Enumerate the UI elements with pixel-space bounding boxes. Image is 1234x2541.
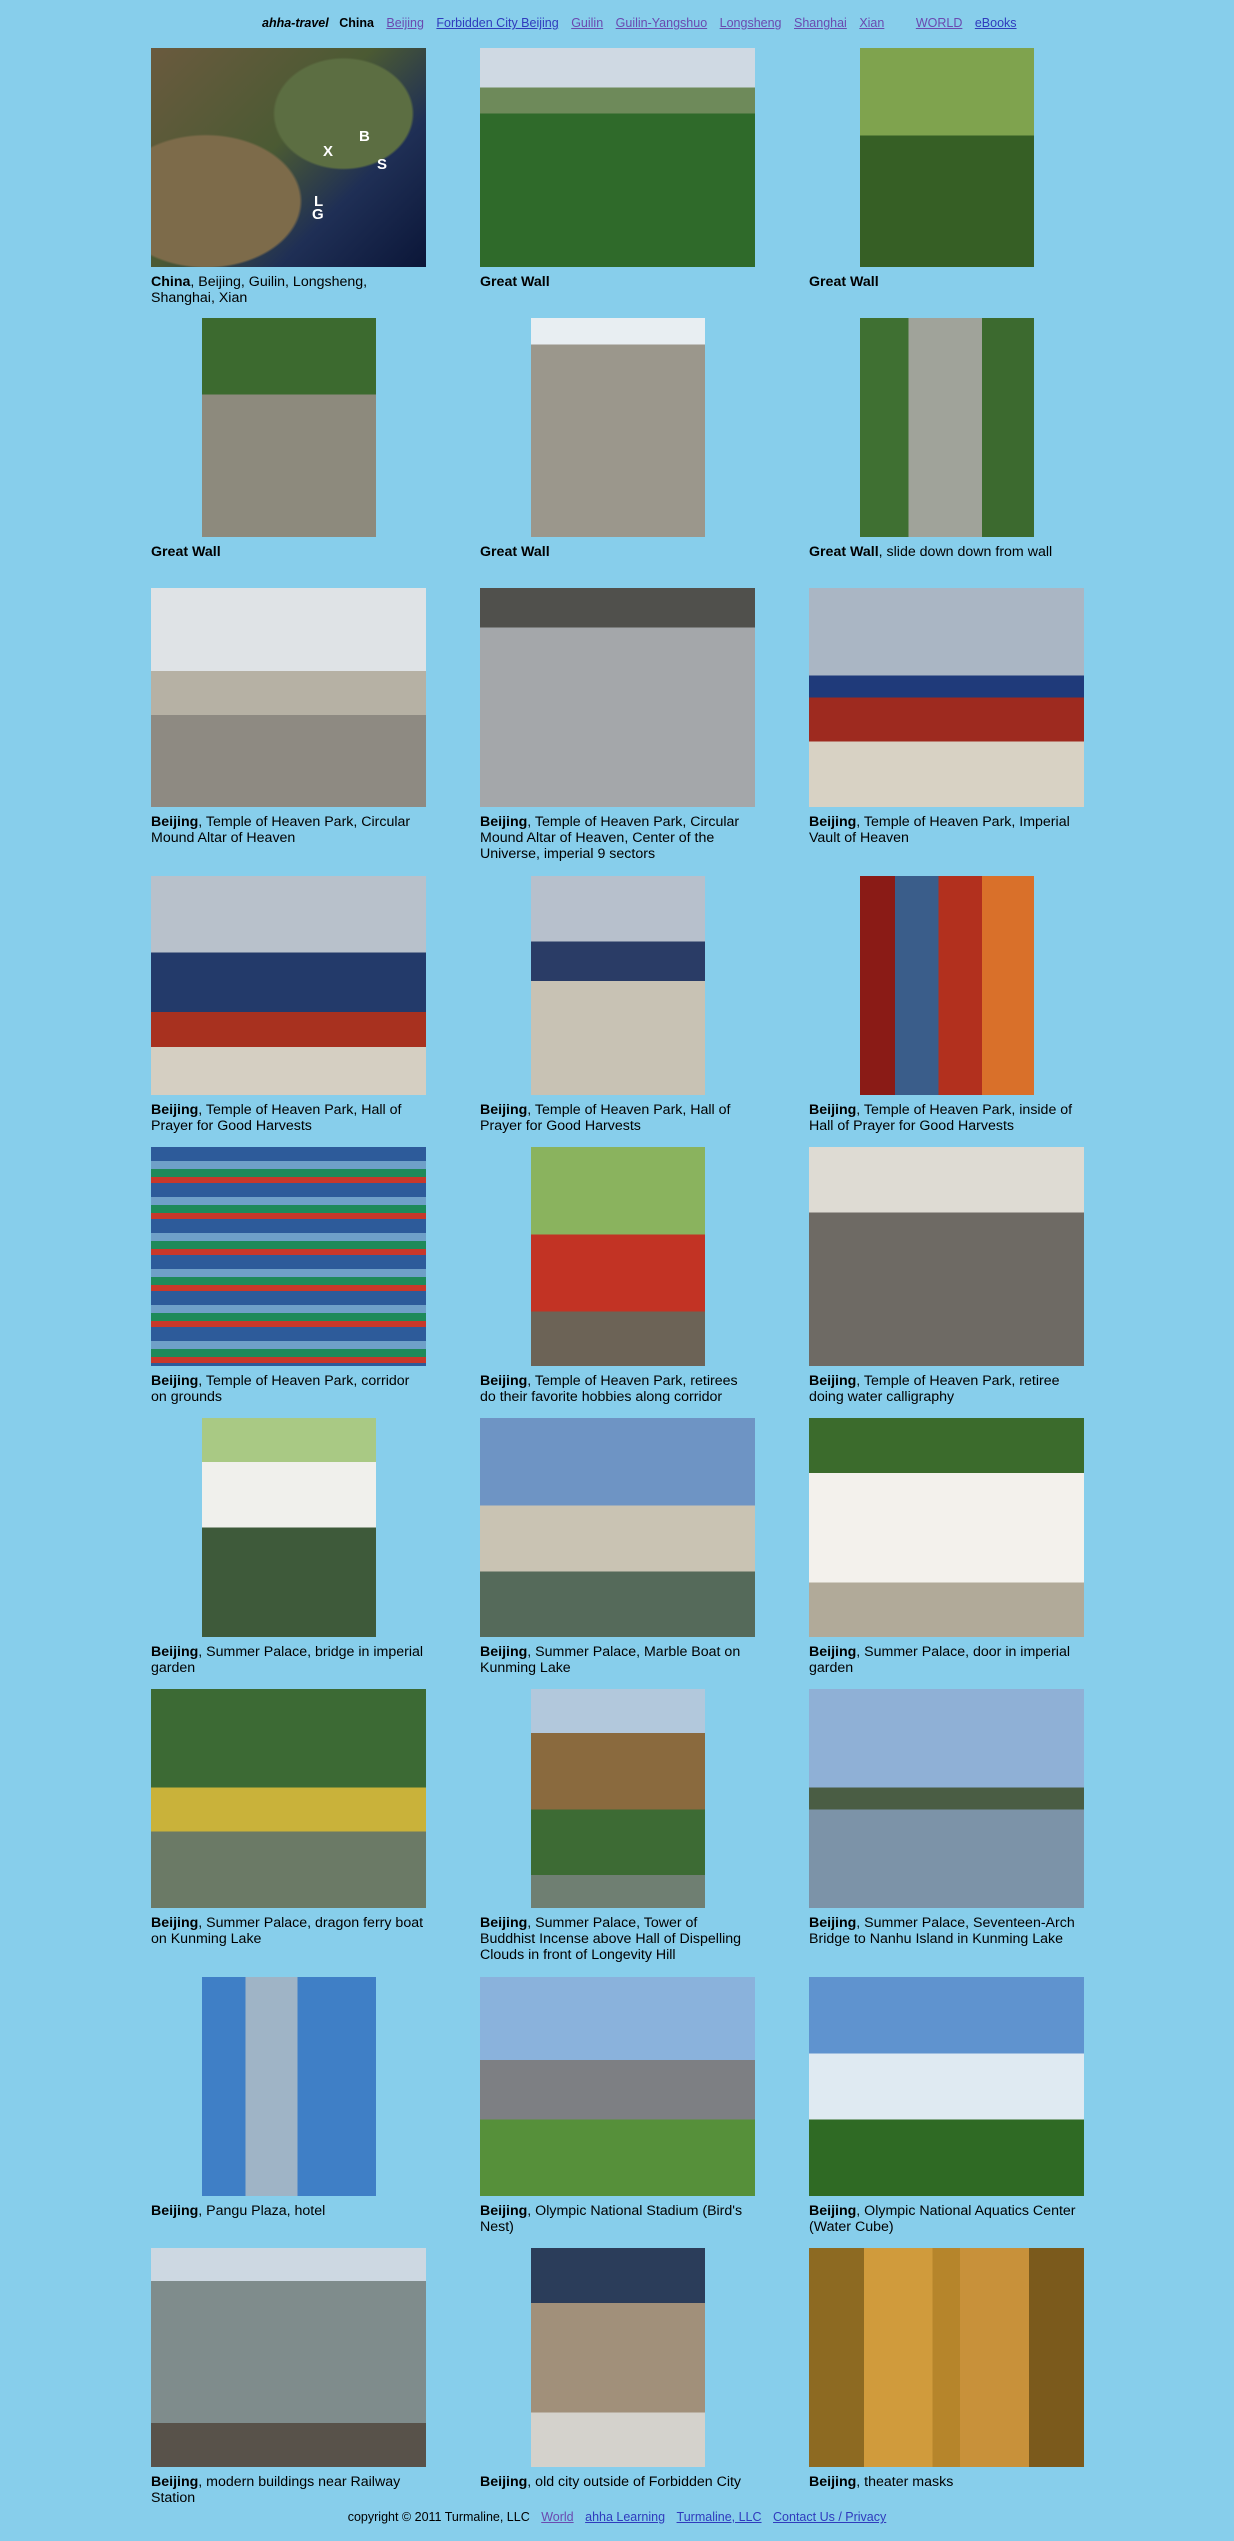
hall-of-prayer-photo[interactable] <box>531 876 705 1095</box>
map-label-guilin: G <box>312 206 324 223</box>
water-cube-photo[interactable] <box>809 1977 1084 2196</box>
imperial-vault-photo[interactable] <box>809 588 1084 807</box>
current-section: China <box>339 16 374 30</box>
marble-boat-photo[interactable] <box>480 1418 755 1637</box>
photo-caption: Beijing, Summer Palace, bridge in imperial garden <box>151 1644 424 1676</box>
photo-card <box>480 1689 755 1977</box>
photo-card <box>151 1977 426 2248</box>
footer-link-turmaline[interactable]: Turmaline, LLC <box>676 2510 762 2524</box>
nav-link-guilin-yangshuo[interactable]: Guilin-Yangshuo <box>615 16 708 30</box>
photo-caption: Beijing, old city outside of Forbidden City <box>480 2474 742 2490</box>
nav-link-forbidden-city-beijing[interactable]: Forbidden City Beijing <box>436 16 559 30</box>
map-label-beijing: B <box>359 128 370 145</box>
photo-caption: Beijing, Temple of Heaven Park, Circular Mound Altar of Heaven <box>151 814 411 846</box>
old-city-photo[interactable] <box>531 2248 705 2467</box>
photo-caption: Beijing, Temple of Heaven Park, Hall of Prayer for Good Harvests <box>151 1102 402 1134</box>
photo-card <box>480 588 755 876</box>
photo-caption: Beijing, Temple of Heaven Park, retirees do their favorite hobbies along corridor <box>480 1373 738 1405</box>
seventeen-arch-bridge-photo[interactable] <box>809 1689 1084 1908</box>
photo-caption: Beijing, Temple of Heaven Park, retiree doing water calligraphy <box>809 1373 1060 1405</box>
photo-card <box>480 2248 755 2519</box>
photo-card <box>809 318 1084 588</box>
footer <box>0 2510 1234 2524</box>
photo-caption: Beijing, Summer Palace, dragon ferry boat on Kunming Lake <box>151 1915 424 1947</box>
photo-caption: Beijing, modern buildings near Railway Station <box>151 2474 401 2506</box>
great-wall-photo[interactable] <box>480 48 755 267</box>
photo-card <box>809 48 1084 318</box>
nav-link-ebooks[interactable]: eBooks <box>974 16 1017 30</box>
photo-caption: Beijing, Temple of Heaven Park, corridor on grounds <box>151 1373 410 1405</box>
photo-card <box>151 1147 426 1418</box>
garden-door-photo[interactable] <box>809 1418 1084 1637</box>
photo-caption: Beijing, Pangu Plaza, hotel <box>151 2203 326 2219</box>
site-brand: ahha-travel <box>262 16 329 30</box>
photo-card <box>151 1689 426 1977</box>
photo-caption: Beijing, theater masks <box>809 2474 954 2490</box>
top-navigation <box>262 16 1017 30</box>
photo-caption: Beijing, Summer Palace, Tower of Buddhist Incense above Hall of Dispelling Clouds in front of Longevity Hill <box>480 1915 742 1963</box>
photo-caption: Great Wall <box>480 544 550 560</box>
theater-masks-photo[interactable] <box>809 2248 1084 2467</box>
photo-card <box>809 1977 1084 2248</box>
photo-caption: Beijing, Temple of Heaven Park, Circular Mound Altar of Heaven, Center of the Universe, imperial 9 sectors <box>480 814 740 862</box>
china-satellite-map-photo[interactable] <box>151 48 426 267</box>
photo-caption: Great Wall <box>480 274 550 290</box>
photo-card <box>809 1147 1084 1418</box>
photo-card <box>480 48 755 318</box>
photo-card <box>809 876 1084 1147</box>
nav-link-beijing[interactable]: Beijing <box>386 16 424 30</box>
nav-link-shanghai[interactable]: Shanghai <box>794 16 847 30</box>
footer-link-contact-privacy[interactable]: Contact Us / Privacy <box>773 2510 887 2524</box>
hall-of-prayer-photo[interactable] <box>151 876 426 1095</box>
map-label-xian: X <box>323 143 334 160</box>
birds-nest-stadium-photo[interactable] <box>480 1977 755 2196</box>
great-wall-slide-photo[interactable] <box>860 318 1034 537</box>
footer-link-ahha-learning[interactable]: ahha Learning <box>585 2510 666 2524</box>
photo-card <box>151 588 426 876</box>
center-of-universe-photo[interactable] <box>480 588 755 807</box>
photo-card <box>151 318 426 588</box>
photo-caption: Beijing, Olympic National Stadium (Bird's Nest) <box>480 2203 743 2235</box>
photo-caption: Beijing, Summer Palace, Marble Boat on Kunming Lake <box>480 1644 741 1676</box>
photo-caption: Beijing, Temple of Heaven Park, Imperial Vault of Heaven <box>809 814 1070 846</box>
footer-link-world[interactable]: World <box>541 2510 574 2524</box>
photo-card <box>809 1418 1084 1689</box>
photo-caption: Beijing, Temple of Heaven Park, Hall of Prayer for Good Harvests <box>480 1102 731 1134</box>
corridor-photo[interactable] <box>151 1147 426 1366</box>
photo-caption: Beijing, Olympic National Aquatics Center (Water Cube) <box>809 2203 1076 2235</box>
photo-caption: Beijing, Temple of Heaven Park, inside of Hall of Prayer for Good Harvests <box>809 1102 1073 1134</box>
photo-card <box>809 2248 1084 2519</box>
modern-buildings-photo[interactable] <box>151 2248 426 2467</box>
circular-mound-altar-photo[interactable] <box>151 588 426 807</box>
nav-link-longsheng[interactable]: Longsheng <box>719 16 782 30</box>
photo-caption: Beijing, Summer Palace, Seventeen-Arch Bridge to Nanhu Island in Kunming Lake <box>809 1915 1075 1947</box>
photo-card <box>809 1689 1084 1977</box>
photo-card <box>480 876 755 1147</box>
photo-card <box>480 1977 755 2248</box>
photo-card <box>151 2248 426 2519</box>
pangu-plaza-photo[interactable] <box>202 1977 376 2196</box>
dragon-ferry-photo[interactable] <box>151 1689 426 1908</box>
photo-card <box>480 318 755 588</box>
garden-bridge-photo[interactable] <box>202 1418 376 1637</box>
photo-caption: China, Beijing, Guilin, Longsheng, Shanghai, Xian <box>151 274 368 306</box>
nav-link-xian[interactable]: Xian <box>859 16 885 30</box>
photo-card <box>151 876 426 1147</box>
photo-caption: Great Wall <box>151 544 221 560</box>
nav-link-world[interactable]: WORLD <box>915 16 963 30</box>
hall-interior-photo[interactable] <box>860 876 1034 1095</box>
map-label-shanghai: S <box>377 156 388 173</box>
photo-card <box>151 1418 426 1689</box>
photo-card <box>480 1418 755 1689</box>
retiree-hobby-photo[interactable] <box>531 1147 705 1366</box>
photo-caption: Beijing, Summer Palace, door in imperial garden <box>809 1644 1070 1676</box>
water-calligraphy-photo[interactable] <box>809 1147 1084 1366</box>
photo-card <box>480 1147 755 1418</box>
great-wall-photo[interactable] <box>531 318 705 537</box>
great-wall-photo[interactable] <box>860 48 1034 267</box>
photo-card <box>151 48 426 318</box>
copyright-text: copyright © 2011 Turmaline, LLC <box>347 2510 530 2524</box>
photo-card <box>809 588 1084 876</box>
photo-caption: Great Wall, slide down down from wall <box>809 544 1053 560</box>
buddhist-incense-tower-photo[interactable] <box>531 1689 705 1908</box>
map-label-longsheng: L <box>314 193 324 210</box>
photo-caption: Great Wall <box>809 274 879 290</box>
nav-link-guilin[interactable]: Guilin <box>571 16 604 30</box>
photo-grid <box>151 48 1084 2519</box>
great-wall-photo[interactable] <box>202 318 376 537</box>
